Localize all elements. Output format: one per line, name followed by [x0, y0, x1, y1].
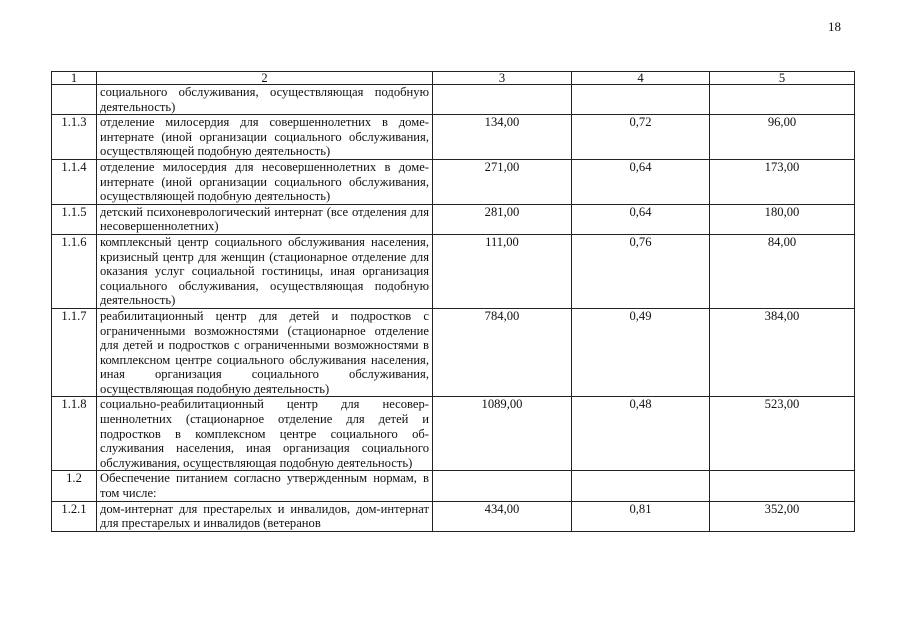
table-row — [52, 501, 855, 531]
row-value-col5 — [710, 471, 855, 501]
row-value-col3: 134,00 — [433, 115, 572, 160]
row-number: 1.1.6 — [52, 234, 97, 308]
row-value-col4: 0,49 — [572, 308, 710, 397]
row-description: Обеспечение питанием согласно утвержденным нормам, в том числе: — [97, 471, 433, 501]
row-value-col4 — [572, 85, 710, 115]
row-value-col5: 523,00 — [710, 397, 855, 471]
table-row — [52, 204, 855, 234]
row-value-col5: 173,00 — [710, 159, 855, 204]
row-value-col3: 271,00 — [433, 159, 572, 204]
header-cell-col3: 3 — [433, 72, 572, 85]
row-number: 1.1.7 — [52, 308, 97, 397]
row-value-col3: 784,00 — [433, 308, 572, 397]
row-number — [52, 85, 97, 115]
row-number: 1.1.3 — [52, 115, 97, 160]
row-value-col3: 281,00 — [433, 204, 572, 234]
row-value-col5: 384,00 — [710, 308, 855, 397]
row-description: детский психоневрологический интернат (все отделения для несовершеннолетних) — [97, 204, 433, 234]
row-value-col4: 0,72 — [572, 115, 710, 160]
row-description: отделение милосердия для несовершеннолетних в доме-интернате (иной организации социального обслуживания, осуществляющей подобную деятельность) — [97, 159, 433, 204]
header-cell-col1: 1 — [52, 72, 97, 85]
table-row — [52, 115, 855, 160]
row-value-col5: 180,00 — [710, 204, 855, 234]
table-row — [52, 159, 855, 204]
row-number: 1.2.1 — [52, 501, 97, 531]
page-number: 18 — [828, 19, 841, 34]
header-cell-col2: 2 — [97, 72, 433, 85]
row-description: дом-интернат для престарелых и инвалидов, дом-интернат для престарелых и инвалидов (ветеранов — [97, 501, 433, 531]
row-value-col4: 0,81 — [572, 501, 710, 531]
row-value-col4: 0,64 — [572, 159, 710, 204]
table-row — [52, 308, 855, 397]
row-value-col4: 0,76 — [572, 234, 710, 308]
row-number: 1.1.5 — [52, 204, 97, 234]
row-value-col3: 111,00 — [433, 234, 572, 308]
row-description: комплексный центр социального обслуживания населения, кризисный центр для женщин (стационарное отделение для оказания услуг социальной гостиницы, иная организация социального обслуживания, осуществляющая подобную деятельность) — [97, 234, 433, 308]
row-value-col5: 96,00 — [710, 115, 855, 160]
rates-table — [51, 71, 855, 532]
row-value-col3: 434,00 — [433, 501, 572, 531]
table-row — [52, 397, 855, 471]
table-header-row — [52, 72, 855, 85]
row-description: отделение милосердия для совершеннолетних в доме-интернате (иной организации социального обслуживания, осуществляющей подобную деятельность) — [97, 115, 433, 160]
row-value-col5: 84,00 — [710, 234, 855, 308]
header-cell-col4: 4 — [572, 72, 710, 85]
row-number: 1.1.4 — [52, 159, 97, 204]
row-value-col3: 1089,00 — [433, 397, 572, 471]
table-row — [52, 85, 855, 115]
table-row — [52, 471, 855, 501]
row-value-col4: 0,48 — [572, 397, 710, 471]
row-value-col4 — [572, 471, 710, 501]
header-cell-col5: 5 — [710, 72, 855, 85]
row-number: 1.2 — [52, 471, 97, 501]
row-description: реабилитационный центр для детей и подростков с ограниченными возможностями (стационарное отделение для детей и подростков с ограниченными возможностями в комплексном центре социального обслуживания населения, иная организация социального обслуживания, осуществляющая подобную деятельность) — [97, 308, 433, 397]
row-description: социального обслуживания, осуществляющая подобную деятельность) — [97, 85, 433, 115]
row-number: 1.1.8 — [52, 397, 97, 471]
row-value-col5: 352,00 — [710, 501, 855, 531]
row-description: социально-реабилитационный центр для несовершеннолетних (стационарное отделение для детей и подростков в комплексном центре социального обслуживания населения, иная организация социального обслуживания, осуществляющая подобную деятельность) — [97, 397, 433, 471]
row-value-col4: 0,64 — [572, 204, 710, 234]
row-value-col5 — [710, 85, 855, 115]
row-value-col3 — [433, 471, 572, 501]
row-value-col3 — [433, 85, 572, 115]
table-row — [52, 234, 855, 308]
